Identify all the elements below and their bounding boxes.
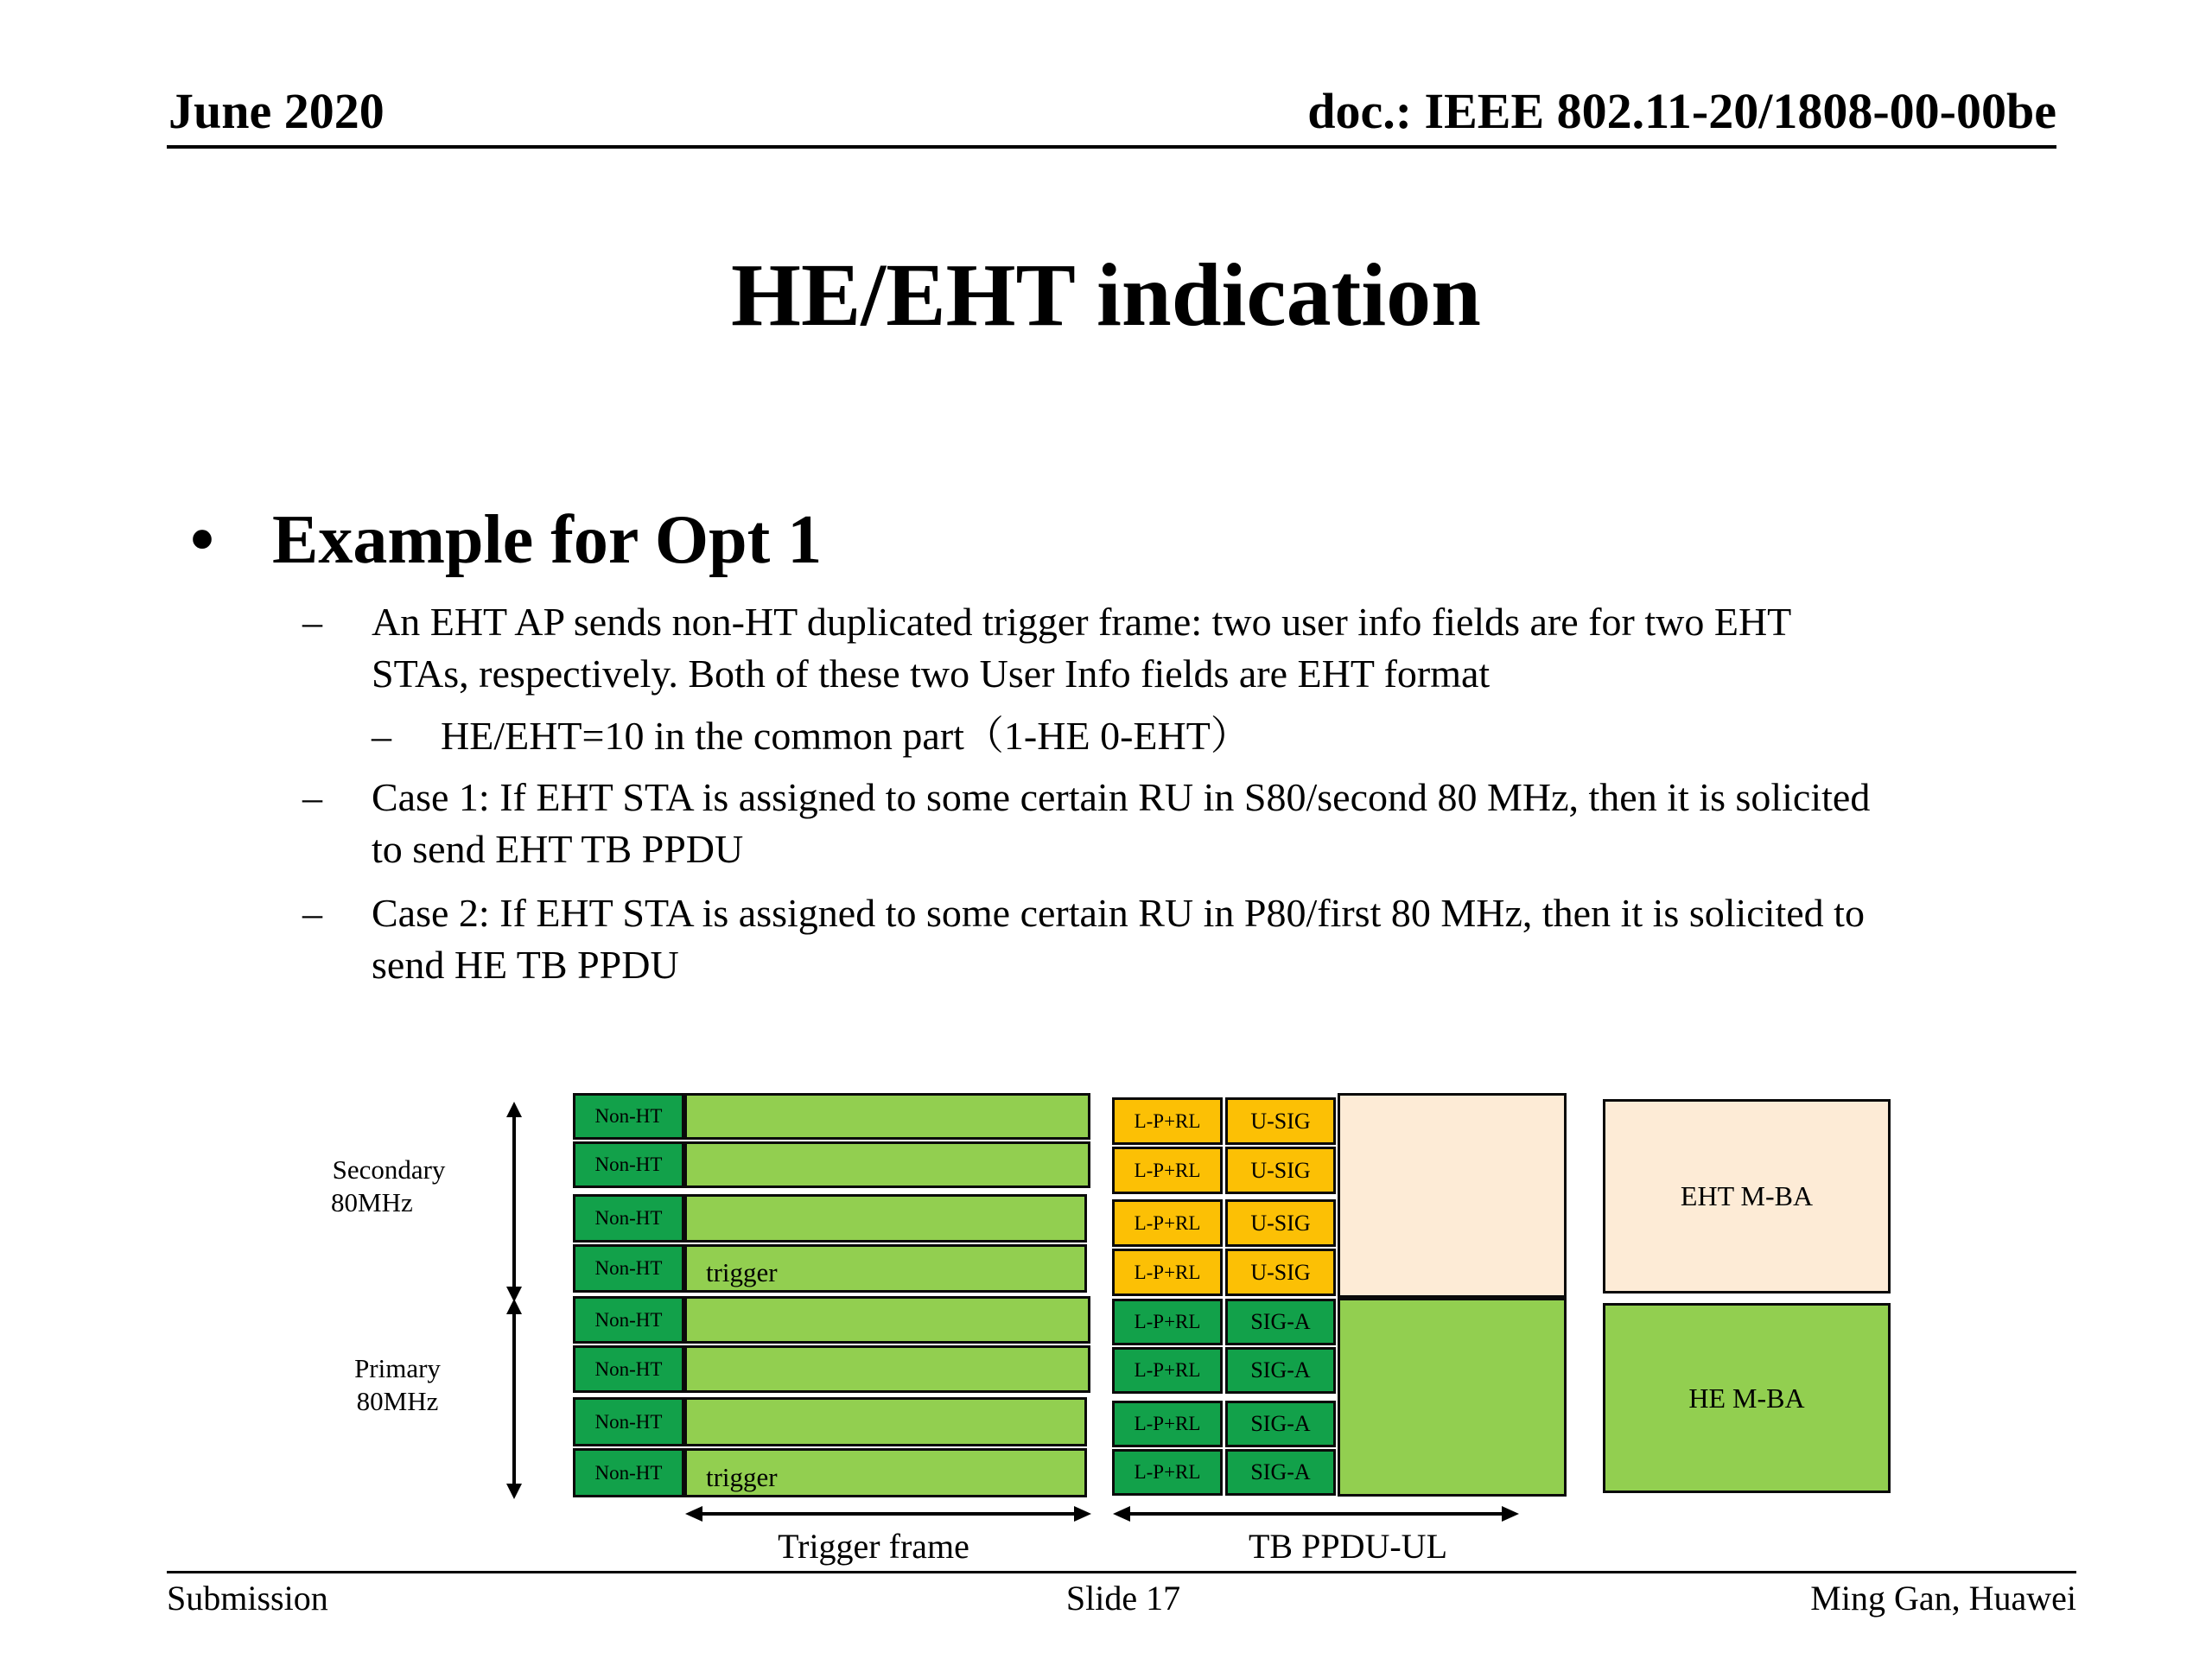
trigger-frame-arrow <box>685 1503 1091 1524</box>
tb-ppdu-label: TB PPDU-UL <box>1248 1527 1448 1566</box>
footer-author: Ming Gan, Huawei <box>1810 1579 2076 1618</box>
trigger-frame-label: Trigger frame <box>778 1527 969 1566</box>
lprl-block: L-P+RL <box>1112 1147 1223 1194</box>
primary-label <box>333 1352 462 1418</box>
eht-data-block <box>1338 1093 1567 1298</box>
footer-rule <box>167 1571 2076 1573</box>
header-doc-id: doc.: IEEE 802.11-20/1808-00-00be <box>1307 83 2056 139</box>
lprl-block: L-P+RL <box>1112 1299 1223 1345</box>
usig-block: U-SIG <box>1225 1249 1336 1296</box>
item3-line1: Case 2: If EHT STA is assigned to some certain RU in P80/first 80 MHz, then it is solicited to <box>372 891 1865 935</box>
header-date: June 2020 <box>168 83 385 139</box>
usig-block: U-SIG <box>1225 1097 1336 1145</box>
bullet-heading: Example for Opt 1 <box>272 502 823 578</box>
non-ht-block: Non-HT <box>573 1093 684 1140</box>
secondary-label-line1: Secondary <box>332 1154 446 1185</box>
he-data-block <box>1338 1298 1567 1497</box>
siga-block: SIG-A <box>1225 1299 1336 1345</box>
eht-mba-block: EHT M-BA <box>1603 1099 1891 1294</box>
primary-label-line1: Primary <box>354 1353 441 1383</box>
subsub-item: HE/EHT=10 in the common part（1-HE 0-EHT） <box>441 714 1250 758</box>
primary-label-line2: 80MHz <box>356 1386 439 1416</box>
non-ht-block: Non-HT <box>573 1397 684 1446</box>
trigger-bar: trigger <box>684 1448 1087 1497</box>
he-mba-block: HE M-BA <box>1603 1303 1891 1493</box>
bandwidth-arrows <box>497 1102 531 1499</box>
lprl-block: L-P+RL <box>1112 1449 1223 1496</box>
non-ht-block: Non-HT <box>573 1141 684 1188</box>
tb-ppdu-arrow <box>1113 1503 1519 1524</box>
trigger-bar <box>684 1397 1087 1446</box>
lprl-block: L-P+RL <box>1112 1199 1223 1247</box>
bullet-marker: • <box>190 502 215 578</box>
footer-submission: Submission <box>167 1579 328 1618</box>
dash-marker: – <box>372 714 391 758</box>
trigger-bar <box>684 1194 1087 1243</box>
item2-line1: Case 1: If EHT STA is assigned to some certain RU in S80/second 80 MHz, then it is solicited <box>372 775 1871 819</box>
trigger-bar: trigger <box>684 1244 1087 1293</box>
non-ht-block: Non-HT <box>573 1448 684 1497</box>
lprl-block: L-P+RL <box>1112 1249 1223 1296</box>
dash-marker: – <box>302 891 322 935</box>
secondary-label-line2: 80MHz <box>331 1187 413 1217</box>
item2-line2: to send EHT TB PPDU <box>372 827 744 871</box>
lprl-block: L-P+RL <box>1112 1347 1223 1394</box>
dash-marker: – <box>302 775 322 819</box>
secondary-label <box>315 1154 462 1219</box>
siga-block: SIG-A <box>1225 1401 1336 1447</box>
non-ht-block: Non-HT <box>573 1244 684 1293</box>
slide-title: HE/EHT indication <box>731 245 1481 345</box>
trigger-bar <box>684 1141 1090 1188</box>
trigger-bar <box>684 1345 1090 1393</box>
dash-marker: – <box>302 600 322 644</box>
trigger-bar <box>684 1093 1090 1140</box>
non-ht-block: Non-HT <box>573 1194 684 1243</box>
item1-line2: STAs, respectively. Both of these two User Info fields are EHT format <box>372 652 1491 696</box>
usig-block: U-SIG <box>1225 1199 1336 1247</box>
header-rule <box>167 145 2056 149</box>
siga-block: SIG-A <box>1225 1449 1336 1496</box>
footer-slide-number: Slide 17 <box>1065 1579 1181 1618</box>
siga-block: SIG-A <box>1225 1347 1336 1394</box>
item1-line1: An EHT AP sends non-HT duplicated trigger frame: two user info fields are for two EHT <box>372 600 1792 644</box>
lprl-block: L-P+RL <box>1112 1401 1223 1447</box>
non-ht-block: Non-HT <box>573 1296 684 1344</box>
usig-block: U-SIG <box>1225 1147 1336 1194</box>
trigger-bar <box>684 1296 1090 1344</box>
non-ht-block: Non-HT <box>573 1345 684 1393</box>
lprl-block: L-P+RL <box>1112 1097 1223 1145</box>
item3-line2: send HE TB PPDU <box>372 943 679 987</box>
